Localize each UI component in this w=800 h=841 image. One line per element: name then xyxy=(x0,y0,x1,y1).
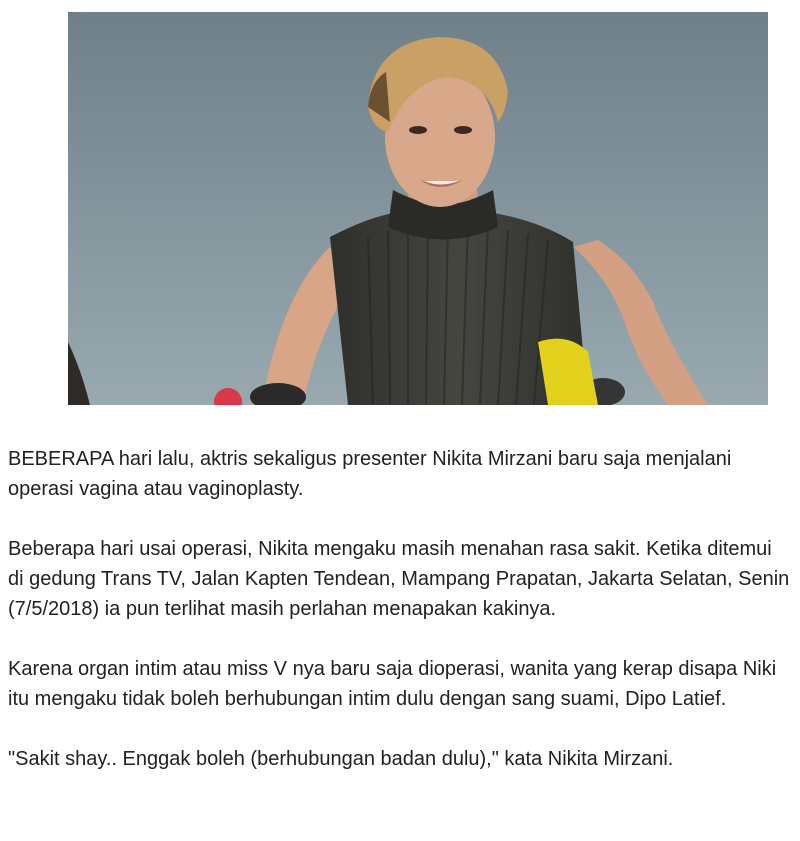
photo-eye-right xyxy=(454,126,472,134)
photo-illustration xyxy=(68,12,768,405)
photo-eye-left xyxy=(409,126,427,134)
article-photo xyxy=(68,12,768,405)
article-body xyxy=(8,444,792,804)
article-paragraph: Karena organ intim atau miss V nya baru saja dioperasi, wanita yang kerap disapa Niki itu mengaku tidak boleh berhubungan intim dulu dengan sang suami, Dipo Latief. xyxy=(8,658,777,710)
article-paragraph: Beberapa hari usai operasi, Nikita mengaku masih menahan rasa sakit. Ketika ditemui di gedung Trans TV, Jalan Kapten Tendean, Mampang Prapatan, Jakarta Selatan, Senin (7/5/2018) ia pun terlihat masih perlahan menapakan kakinya. xyxy=(8,538,790,620)
article-paragraph: BEBERAPA hari lalu, aktris sekaligus presenter Nikita Mirzani baru saja menjalani operasi vagina atau vaginoplasty. xyxy=(8,448,732,500)
article-paragraph: "Sakit shay.. Enggak boleh (berhubungan badan dulu)," kata Nikita Mirzani. xyxy=(8,748,674,770)
